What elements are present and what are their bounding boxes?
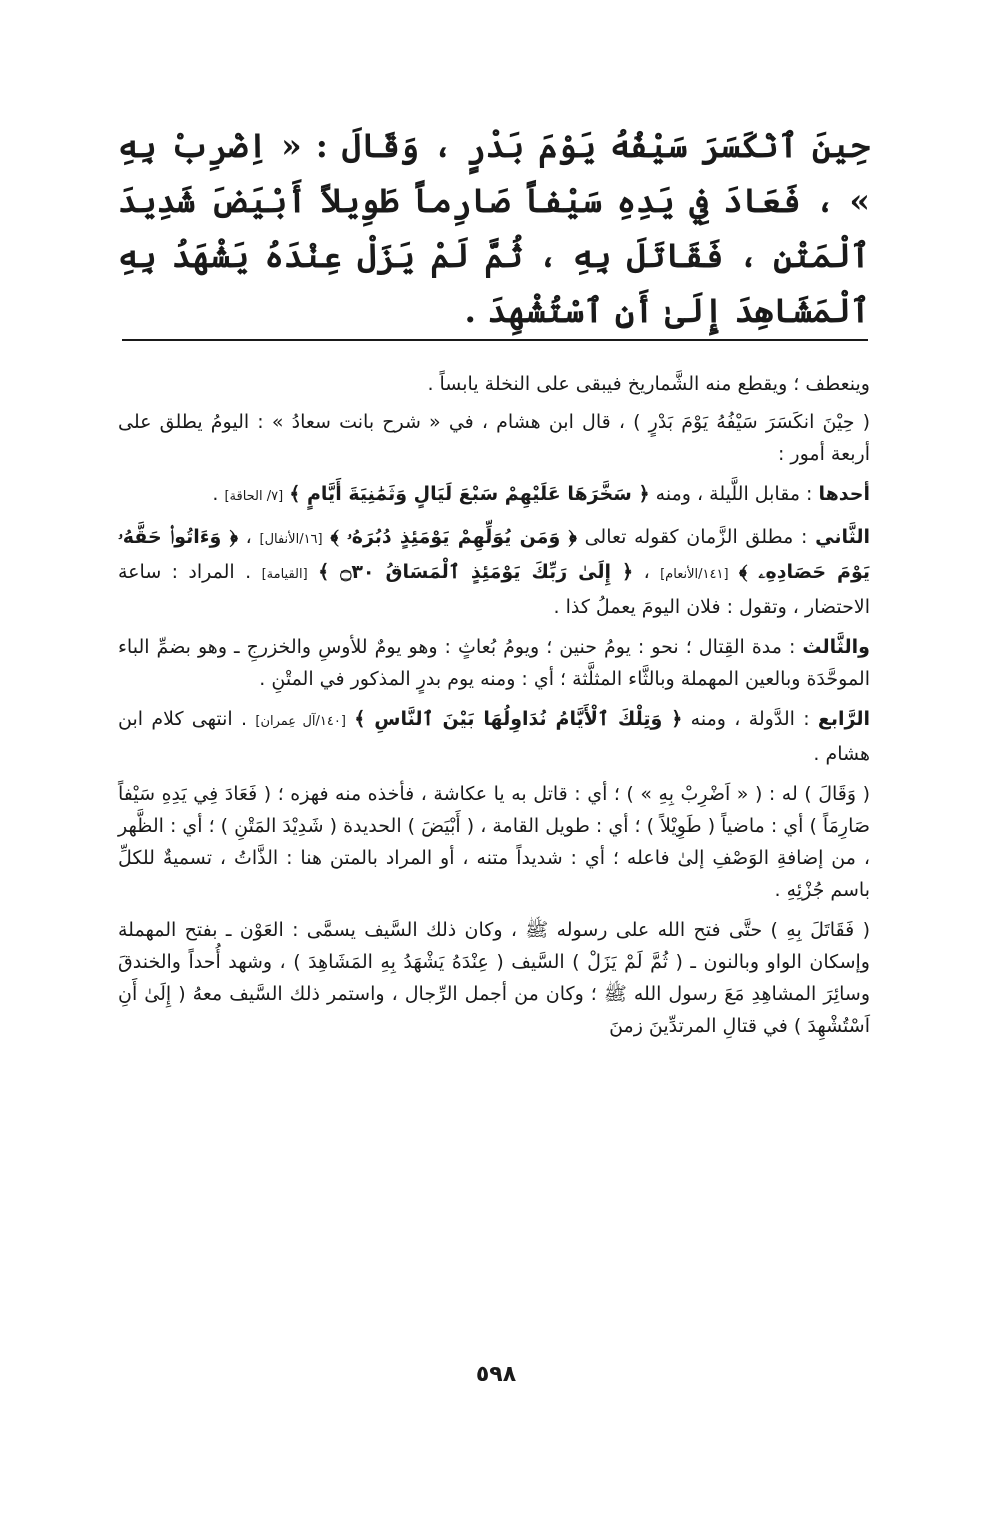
- commentary-section: [118, 368, 870, 1050]
- footnote-divider: [122, 339, 868, 341]
- quran-verse: ﴿ سَخَّرَهَا عَلَيْهِمْ سَبْعَ لَيَالٍ وَثَمَٰنِيَةَ أَيَّامٍ ﴾: [289, 483, 650, 505]
- quran-verse: ﴿ وَمَن يُوَلِّهِمْ يَوْمَئِذٍ دُبُرَهُۥ ﴾: [330, 526, 577, 548]
- item-label-second: الثَّاني: [815, 526, 870, 548]
- commentary-paragraph-1: وينعطف ؛ ويقطع منه الشَّماريخ فيبقى على النخلة يابساً .: [427, 373, 870, 395]
- item-text: : مطلق الزَّمان كقوله تعالى: [576, 526, 816, 548]
- commentary-paragraph-5: [118, 631, 870, 695]
- item-label-third: والثَّالث: [802, 636, 870, 658]
- item-label-first: أحدها: [818, 483, 870, 505]
- commentary-paragraph-6: [118, 703, 870, 770]
- page-number: ٥٩٨: [475, 1362, 517, 1387]
- commentary-paragraph-2: ( حِيْنَ انكَسَرَ سَيْفُهُ يَوْمَ بَدْرٍ ) ، قال ابن هشام ، في « شرح بانت سعادُ » : اليومُ يطلق على أربعة أمور :: [118, 411, 870, 465]
- separator: ،: [238, 526, 260, 548]
- quran-verse: ﴿ وَءَاتُوا۟ حَقَّهُۥ يَوْمَ حَصَادِهِۦ ﴾: [118, 526, 871, 583]
- item-text: . انتهى كلام ابن هشام .: [118, 708, 870, 765]
- item-text: : مقابل اللَّيلة ، ومنه: [649, 483, 819, 505]
- verse-reference: [١٤٠/آل عِمران]: [255, 714, 346, 729]
- item-label-fourth: الرَّابع: [817, 708, 871, 730]
- matn-text: حِينَ ٱنْكَسَرَ سَيْفُهُ يَوْمَ بَدْرٍ ، وَقَالَ : « اِضْرِبْ بِهِ » ، فَعَادَ فِي يَدِهِ سَيْفاً صَارِماً طَوِيلاً أَبْيَضَ شَدِيدَ ٱلْمَتْنِ ، فَقَاتَلَ بِهِ ، ثُمَّ لَمْ يَزَلْ عِنْدَهُ يَشْهَدُ بِهِ ٱلْمَشَاهِدَ إِلَىٰ أَنِ ٱسْتُشْهِدَ .: [118, 126, 870, 330]
- commentary-paragraph-7: ( وَقَالَ ) له : ( « اَضْرِبْ بِهِ » ) ؛ أي : قاتل به يا عكاشة ، فأخذه منه فهزه ؛ ( فَعَادَ فِي يَدِهِ سَيْفاً صَارِمَاً ) أي : ماضياً ( طَوِيْلاً ) ؛ أي : طويل القامة ، ( أَبْيَضَ ) الحديدة ( شَدِيْدَ المَتْنِ ) ؛ أي : الظَّهر ، من إضافةِ الوَصْفِ إلىٰ فاعله ؛ أي : شديداً متنه ، أو المراد بالمتن هنا : الذَّاتُ ، تسميةٌ للكلِّ باسم جُزْئِهِ .: [118, 783, 870, 901]
- quran-verse: ﴿ إِلَىٰ رَبِّكَ يَوْمَئِذٍ ٱلْمَسَاقُ ۝٣٠ ﴾: [318, 561, 634, 583]
- verse-reference: [القيامة]: [261, 567, 308, 582]
- commentary-paragraph-8: ( فَقَاتَلَ بِهِ ) حتَّى فتح الله على رسوله ﷺ ، وكان ذلك السَّيف يسمَّى : العَوْن ـ بفتح المهملة وإسكان الواو وبالنون ـ ( ثُمَّ لَمْ يَزَلْ ) السَّيف ( عِنْدَهُ يَشْهَدُ بِهِ المَشَاهِدَ ) ، وشهد أُحداً والخندقَ وسائِرَ المشاهِدِ مَعَ رسول الله ﷺ ؛ وكان من أجمل الرِّجال ، واستمر ذلك السَّيف معهُ ( إِلَىٰ أَنِ اَسْتُشْهِدَ ) في قتالِ المرتدِّينَ زمنَ: [118, 919, 870, 1037]
- verse-reference: [١٦/الأنفال]: [259, 532, 323, 547]
- commentary-paragraph-4: [118, 521, 870, 623]
- verse-reference: [٧/ الحاقة]: [224, 489, 284, 504]
- quran-verse: ﴿ وَتِلْكَ ٱلْأَيَّامُ نُدَاوِلُهَا بَيْنَ ٱلنَّاسِ ﴾: [354, 708, 683, 730]
- item-text: .: [212, 483, 225, 505]
- separator: ،: [633, 561, 661, 583]
- item-text: . المراد : ساعة الاحتضار ، وتقول : فلان اليومَ يعملُ كذا .: [118, 561, 870, 618]
- commentary-paragraph-3: [118, 478, 870, 513]
- item-text: : مدة القِتال ؛ نحو : يومُ حنين ؛ ويومُ بُعاثٍ : وهو يومٌ للأوسِ والخزرجِ ـ وهو بضمِّ الباء الموحَّدَة وبالعين المهملة وبالثَّاء المثلَّثة ؛ أي : ومنه يوم بدرٍ المذكور في المتْنِ .: [118, 636, 870, 690]
- item-text: : الدَّولة ، ومنه: [682, 708, 818, 730]
- verse-reference: [١٤١/الأنعام]: [660, 567, 729, 582]
